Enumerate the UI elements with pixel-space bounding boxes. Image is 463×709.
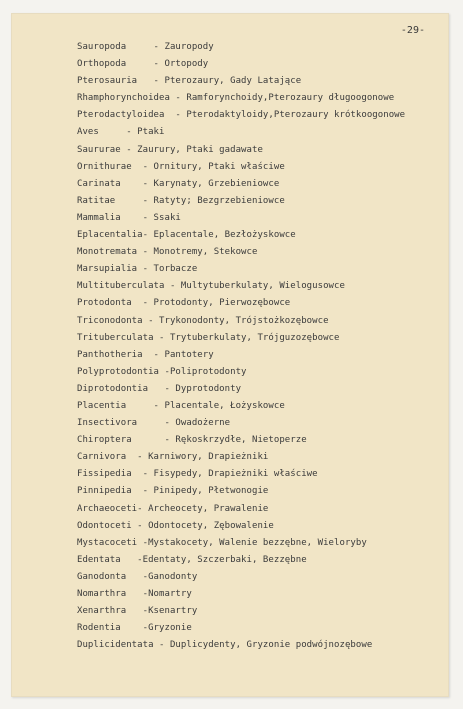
term-list: [77, 39, 437, 654]
term-line: Multituberculata - Multytuberkulaty, Wielogusowce: [77, 281, 345, 292]
term-line: Mystacoceti -Mystakocety, Walenie bezzębne, Wieloryby: [77, 537, 367, 548]
term-line: Monotremata - Monotremy, Stekowce: [77, 247, 258, 258]
term-line: Ganodonta -Ganodonty: [77, 571, 198, 582]
term-line: Ratitae - Ratyty; Bezgrzebieniowce: [77, 195, 285, 206]
typewritten-page: [11, 13, 449, 697]
term-line: Triconodonta - Trykonodonty, Trójstożkozębowce: [77, 315, 329, 326]
term-line: Carinata - Karynaty, Grzebieniowce: [77, 178, 280, 189]
term-line: Diprotodontia - Dyprotodonty: [77, 383, 242, 394]
term-line: Xenarthra -Ksenartry: [77, 606, 198, 617]
term-line: Archaeoceti- Archeocety, Prawalenie: [77, 503, 269, 514]
term-line: Ornithurae - Ornitury, Ptaki właściwe: [77, 161, 285, 172]
term-line: Mammalia - Ssaki: [77, 212, 181, 223]
term-line: Protodonta - Protodonty, Pierwozębowce: [77, 298, 291, 309]
term-line: Carnivora - Karniwory, Drapieżniki: [77, 452, 269, 463]
term-line: Panthotheria - Pantotery: [77, 349, 214, 360]
term-line: Chiroptera - Rękoskrzydłe, Nietoperze: [77, 435, 307, 446]
term-line: Pinnipedia - Pinipedy, Płetwonogie: [77, 486, 269, 497]
term-line: Edentata -Edentaty, Szczerbaki, Bezzębne: [77, 554, 307, 565]
term-line: Pterodactyloidea - Pterodaktyloidy,Pterozaury krótkoogonowe: [77, 110, 406, 121]
term-line: Nomarthra -Nomartry: [77, 589, 192, 599]
term-line: Orthopoda - Ortopody: [77, 59, 209, 70]
term-line: Odontoceti - Odontocety, Zębowalenie: [77, 520, 274, 531]
term-line: Marsupialia - Torbacze: [77, 264, 198, 275]
term-line: Aves - Ptaki: [77, 127, 165, 138]
term-line: Rhamphorynchoidea - Ramforynchoidy,Pterozaury długoogonowe: [77, 93, 395, 104]
term-line: Sauropoda - Zauropody: [77, 42, 214, 52]
term-line: Trituberculata - Trytuberkulaty, Trójguzozębowce: [77, 332, 340, 343]
term-line: Saururae - Zaurury, Ptaki gadawate: [77, 144, 263, 155]
term-line: Polyprotodontia -Poliprotodonty: [77, 366, 247, 377]
term-line: Placentia - Placentale, Łożyskowce: [77, 400, 285, 411]
term-line: Rodentia -Gryzonie: [77, 623, 192, 634]
term-line: Pterosauria - Pterozaury, Gady Latające: [77, 76, 302, 87]
term-line: Fissipedia - Fisypedy, Drapieżniki właściwe: [77, 469, 318, 480]
page-number: -29-: [400, 25, 425, 36]
term-line: Insectivora - Owadożerne: [77, 418, 231, 429]
term-line: Duplicidentata - Duplicydenty, Gryzonie podwójnozębowe: [77, 640, 373, 651]
term-line: Eplacentalia- Eplacentale, Bezłożyskowce: [77, 230, 296, 241]
